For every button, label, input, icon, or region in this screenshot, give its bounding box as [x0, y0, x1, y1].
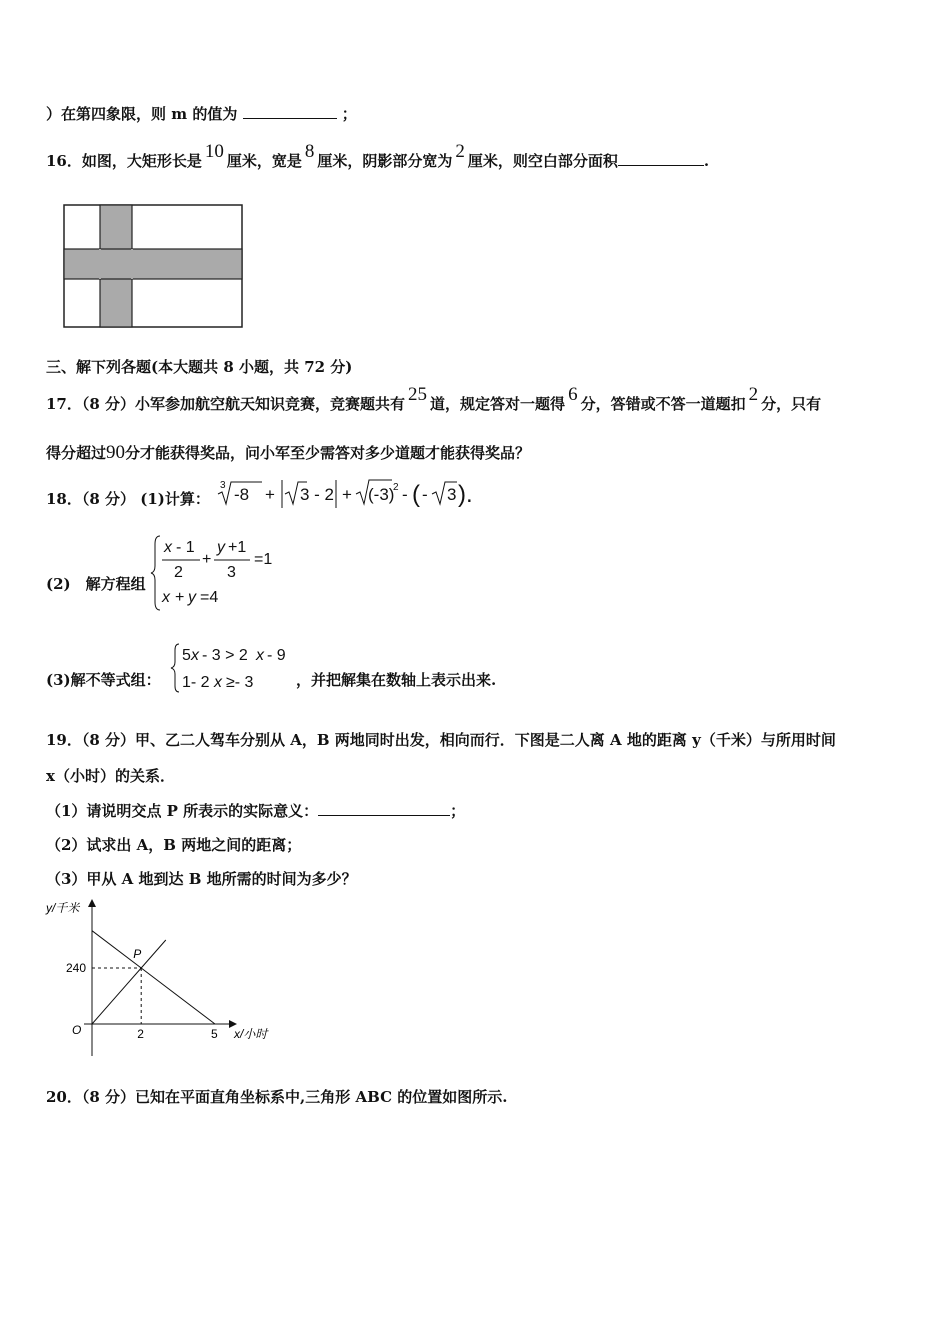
q17-mid3: 分，只有	[761, 395, 822, 413]
svg-text:).: ).	[458, 481, 473, 508]
x-tick-2: 2	[137, 1027, 144, 1041]
svg-text:x: x	[164, 539, 172, 556]
svg-text:2: 2	[174, 564, 183, 581]
q18-expression-1	[214, 474, 474, 512]
q17-line1	[46, 384, 822, 415]
q16-mid1: 厘米，宽是	[226, 152, 302, 170]
svg-text:y: y	[188, 589, 196, 606]
q16-rectangle-figure	[60, 202, 246, 330]
svg-text:(: (	[412, 481, 420, 508]
q17-mid2: 分，答错或不答一道题扣	[580, 395, 746, 413]
svg-text:- 3 > 2: - 3 > 2	[202, 647, 248, 664]
svg-text:1- 2: 1- 2	[182, 674, 210, 691]
q18-inequality-system	[170, 640, 306, 696]
q17-line2-suffix: 分才能获得奖品，问小军至少需答对多少道题才能获得奖品？	[125, 444, 531, 462]
svg-text:-: -	[402, 485, 408, 504]
q17-wrong: 2	[748, 384, 759, 405]
q20-line: 20．（8 分）已知在平面直角坐标系中,三角形 ABC 的位置如图所示.	[46, 1088, 508, 1106]
svg-text:x: x	[256, 647, 264, 664]
neg-sqrt-term: 3	[447, 485, 457, 504]
q18-equation-system	[150, 532, 290, 614]
q18-head-line	[46, 488, 210, 509]
svg-text:+1: +1	[228, 539, 247, 556]
q16-answer-blank[interactable]	[618, 151, 704, 166]
q15-tail-line	[46, 103, 357, 124]
y-tick-240: 240	[66, 961, 87, 975]
q19-sub1-answer-blank[interactable]	[318, 801, 450, 816]
horizontal-shaded-strip	[64, 249, 242, 279]
svg-text:x: x	[162, 589, 170, 606]
x-axis-label: x/小时	[234, 1027, 268, 1041]
q16-mid2: 厘米，阴影部分宽为	[317, 152, 453, 170]
q16-line	[46, 141, 710, 172]
q16-prefix: 16．如图，大矩形长是	[46, 152, 202, 170]
q19-sub1-end: ；	[450, 802, 466, 820]
abs-term: 3 - 2	[300, 485, 335, 504]
q16-shade: 2	[455, 141, 465, 162]
x-tick-5: 5	[211, 1027, 218, 1041]
q16-suffix: 厘米，则空白部分面积	[467, 152, 618, 170]
q17-correct: 6	[568, 384, 578, 405]
origin-label: O	[72, 1023, 82, 1037]
q17-threshold: 90	[106, 442, 126, 463]
q19-line2: x（小时）的关系．	[46, 767, 175, 785]
cube-root-term: -8	[234, 485, 250, 504]
svg-text:+: +	[175, 589, 185, 606]
intersection-label-P: P	[133, 947, 142, 961]
svg-text:- 9: - 9	[267, 647, 286, 664]
svg-text:2: 2	[393, 482, 399, 493]
q19-sub1: （1）请说明交点 P 所表示的实际意义：	[46, 802, 319, 820]
svg-text:y: y	[217, 539, 225, 556]
q18-part2-label: (2) 解方程组	[46, 575, 146, 593]
q17-mid1: 道，规定答对一题得	[430, 395, 566, 413]
svg-text:+: +	[265, 485, 275, 504]
q18-head: 18．（8 分） (1)计算：	[46, 490, 210, 508]
svg-text:=4: =4	[200, 589, 219, 606]
q18-part3-suffix: ，并把解集在数轴上表示出来.	[296, 671, 497, 689]
q15-text: ）在第四象限，则 m 的值为	[46, 105, 238, 123]
q15-answer-blank[interactable]	[243, 104, 337, 119]
q19-distance-time-chart	[40, 896, 280, 1060]
svg-text:- 1: - 1	[176, 539, 195, 556]
svg-text:+: +	[342, 485, 352, 504]
sqrt-square-term: (-3)	[368, 485, 395, 504]
q16-end: .	[703, 152, 710, 170]
section3-title: 三、解下列各题(本大题共 8 小题，共 72 分)	[46, 358, 353, 376]
q19-sub1-line	[46, 800, 465, 821]
q19-sub2: （2）试求出 A，B 两地之间的距离；	[46, 836, 302, 854]
y-axis-label: y/千米	[46, 901, 80, 915]
svg-text:5: 5	[182, 647, 191, 664]
q19-line1: 19．（8 分）甲、乙二人驾车分别从 A，B 两地同时出发，相向而行．下图是二人离 A 地的距离 y（千米）与所用时间	[46, 731, 836, 749]
q17-total: 25	[408, 384, 428, 405]
svg-text:3: 3	[227, 564, 236, 581]
series-line-decreasing-line	[92, 931, 215, 1024]
q16-width: 8	[304, 141, 315, 162]
q17-line2-prefix: 得分超过	[46, 444, 107, 462]
svg-text:3: 3	[220, 480, 226, 491]
series-line-line-through-origin	[92, 940, 166, 1024]
q17-line2	[46, 442, 530, 464]
q19-sub3: （3）甲从 A 地到达 B 地所需的时间为多少？	[46, 870, 357, 888]
q18-part3-label: (3)解不等式组：	[46, 671, 161, 689]
q17-prefix: 17．（8 分）小军参加航空航天知识竞赛，竞赛题共有	[46, 395, 406, 413]
svg-text:x: x	[214, 674, 222, 691]
svg-text:≥- 3: ≥- 3	[226, 674, 254, 691]
q16-length: 10	[204, 141, 224, 162]
q15-end: ；	[341, 105, 357, 123]
svg-text:=1: =1	[254, 551, 273, 568]
svg-text:-: -	[422, 485, 428, 504]
svg-text:x: x	[191, 647, 199, 664]
svg-text:+: +	[202, 551, 212, 568]
